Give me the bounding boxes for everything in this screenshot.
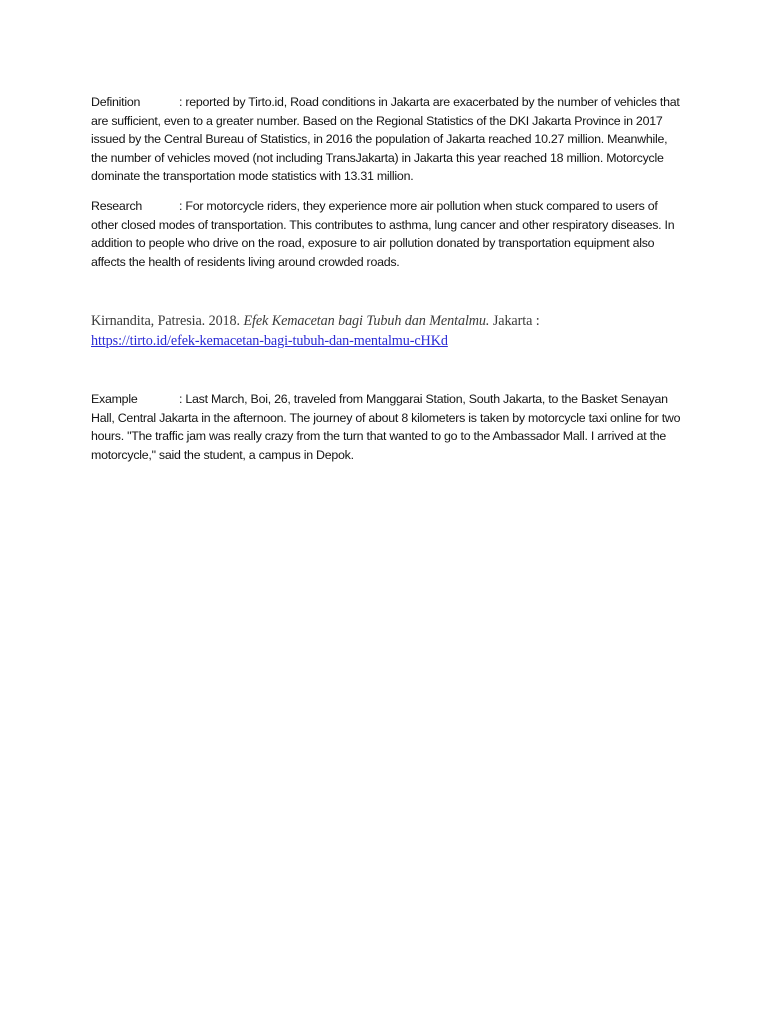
citation-authors-year: Kirnandita, Patresia. 2018.: [91, 313, 244, 329]
example-label: Example: [91, 392, 138, 406]
research-label: Research: [91, 199, 143, 213]
example-text: : Last March, Boi, 26, traveled from Manggarai Station, South Jakarta, to the Basket Senayan Hall, Central Jakarta in the afternoon. The journey of about 8 kilometers is taken by motorcycle taxi online for two hours. "The traffic jam was really crazy from the turn that wanted to go to the Ambassador Mall. I arrived at the motorcycle," said the student, a campus in Depok.: [91, 392, 681, 462]
research-paragraph: [91, 197, 683, 271]
citation-url-link[interactable]: https://tirto.id/efek-kemacetan-bagi-tubuh-dan-mentalmu-cHKd: [91, 333, 448, 349]
definition-paragraph: [91, 93, 683, 186]
citation-title: Efek Kemacetan bagi Tubuh dan Mentalmu.: [243, 313, 490, 329]
definition-label: Definition: [91, 95, 141, 109]
citation-place: Jakarta :: [489, 313, 540, 329]
reference-citation: [91, 311, 683, 351]
definition-text: : reported by Tirto.id, Road conditions in Jakarta are exacerbated by the number of vehicles that are sufficient, even to a greater number. Based on the Regional Statistics of the DKI Jakarta Province in 2017 issued by the Central Bureau of Statistics, in 2016 the population of Jakarta reached 10.27 million. Meanwhile, the number of vehicles moved (not including TransJakarta) in Jakarta this year reached 18 million. Motorcycle dominate the transportation mode statistics with 13.31 million.: [91, 95, 680, 184]
research-text: : For motorcycle riders, they experience more air pollution when stuck compared to users of other closed modes of transportation. This contributes to asthma, lung cancer and other respiratory diseases. In addition to people who drive on the road, exposure to air pollution donated by transportation equipment also affects the health of residents living around crowded roads.: [91, 199, 675, 269]
example-paragraph: [91, 390, 683, 464]
